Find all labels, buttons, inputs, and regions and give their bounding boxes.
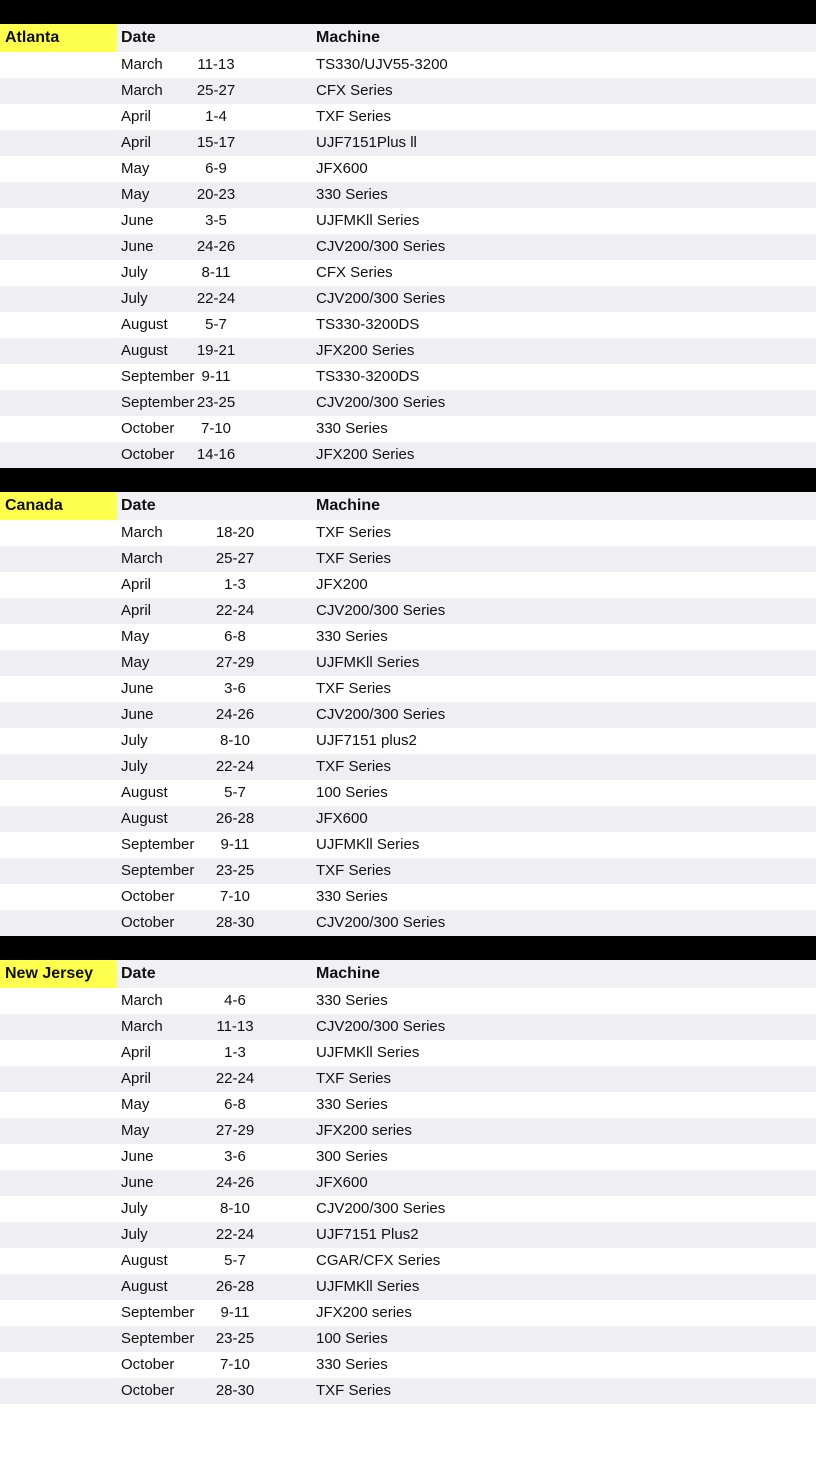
- machine-cell: TXF Series: [316, 1070, 392, 1087]
- table-row: [0, 546, 816, 572]
- month-cell: August: [121, 1278, 168, 1295]
- table-row: [0, 52, 816, 78]
- machine-cell: UJFMKll Series: [316, 212, 420, 229]
- days-cell: 6-9: [205, 160, 227, 177]
- days-cell: 22-24: [215, 758, 255, 775]
- days-cell: 19-21: [196, 342, 236, 359]
- month-cell: May: [121, 160, 150, 177]
- table-row: [0, 1144, 816, 1170]
- month-cell: June: [121, 238, 154, 255]
- location-label: Atlanta: [0, 24, 117, 52]
- machine-cell: CJV200/300 Series: [316, 1200, 446, 1217]
- machine-cell: TXF Series: [316, 550, 392, 567]
- machine-cell: 330 Series: [316, 1356, 388, 1373]
- table-row: [0, 1014, 816, 1040]
- days-cell: 26-28: [215, 810, 255, 827]
- month-cell: June: [121, 706, 154, 723]
- date-column-header: Date: [121, 29, 156, 46]
- table-row: [0, 832, 816, 858]
- machine-cell: TS330-3200DS: [316, 368, 420, 385]
- table-row: [0, 1352, 816, 1378]
- table-row: [0, 416, 816, 442]
- table-row: [0, 1092, 816, 1118]
- machine-cell: JFX200: [316, 576, 368, 593]
- table-row: [0, 598, 816, 624]
- days-cell: 8-10: [219, 732, 251, 749]
- days-cell: 7-10: [219, 888, 251, 905]
- section-header: [0, 24, 816, 52]
- table-row: [0, 910, 816, 936]
- machine-cell: TS330/UJV55-3200: [316, 56, 448, 73]
- machine-cell: JFX600: [316, 1174, 368, 1191]
- month-cell: July: [121, 290, 148, 307]
- month-cell: September: [121, 862, 195, 879]
- month-cell: September: [121, 394, 195, 411]
- month-cell: July: [121, 1226, 148, 1243]
- table-row: [0, 988, 816, 1014]
- machine-cell: TXF Series: [316, 108, 392, 125]
- days-cell: 23-25: [215, 862, 255, 879]
- month-cell: April: [121, 1044, 152, 1061]
- month-cell: September: [121, 1330, 195, 1347]
- month-cell: October: [121, 1356, 175, 1373]
- days-cell: 3-6: [224, 680, 246, 697]
- month-cell: October: [121, 1382, 175, 1399]
- month-cell: July: [121, 732, 148, 749]
- month-cell: April: [121, 108, 152, 125]
- machine-cell: 330 Series: [316, 1096, 388, 1113]
- days-cell: 27-29: [215, 654, 255, 671]
- days-cell: 7-10: [200, 420, 232, 437]
- table-row: [0, 234, 816, 260]
- days-cell: 26-28: [215, 1278, 255, 1295]
- days-cell: 5-7: [205, 316, 227, 333]
- table-row: [0, 1196, 816, 1222]
- table-row: [0, 754, 816, 780]
- table-row: [0, 104, 816, 130]
- month-cell: August: [121, 342, 168, 359]
- machine-column-header: Machine: [316, 29, 381, 46]
- table-row: [0, 676, 816, 702]
- days-cell: 1-3: [224, 576, 246, 593]
- table-row: [0, 208, 816, 234]
- table-row: [0, 1378, 816, 1404]
- table-row: [0, 1066, 816, 1092]
- days-cell: 22-24: [196, 290, 236, 307]
- machine-cell: JFX200 series: [316, 1122, 412, 1139]
- month-cell: May: [121, 654, 150, 671]
- machine-cell: UJFMKll Series: [316, 1278, 420, 1295]
- section-header: [0, 492, 816, 520]
- table-row: [0, 572, 816, 598]
- table-row: [0, 182, 816, 208]
- days-cell: 9-11: [220, 1304, 250, 1321]
- machine-cell: TXF Series: [316, 758, 392, 775]
- month-cell: September: [121, 368, 195, 385]
- table-row: [0, 858, 816, 884]
- date-column-header: Date: [121, 965, 156, 982]
- days-cell: 23-25: [215, 1330, 255, 1347]
- table-row: [0, 1300, 816, 1326]
- table-row: [0, 1248, 816, 1274]
- days-cell: 9-11: [220, 836, 250, 853]
- table-row: [0, 1274, 816, 1300]
- machine-cell: TXF Series: [316, 1382, 392, 1399]
- machine-column-header: Machine: [316, 497, 381, 514]
- month-cell: October: [121, 420, 175, 437]
- machine-cell: TXF Series: [316, 524, 392, 541]
- machine-cell: 100 Series: [316, 1330, 388, 1347]
- machine-cell: JFX200 Series: [316, 342, 415, 359]
- days-cell: 15-17: [196, 134, 236, 151]
- month-cell: March: [121, 1018, 163, 1035]
- days-cell: 11-13: [197, 56, 235, 73]
- machine-cell: 330 Series: [316, 888, 388, 905]
- location-label: Canada: [0, 492, 117, 520]
- month-cell: March: [121, 550, 163, 567]
- days-cell: 8-10: [219, 1200, 251, 1217]
- month-cell: August: [121, 784, 168, 801]
- days-cell: 25-27: [215, 550, 255, 567]
- machine-cell: UJFMKll Series: [316, 1044, 420, 1061]
- machine-cell: 300 Series: [316, 1148, 388, 1165]
- machine-cell: CGAR/CFX Series: [316, 1252, 441, 1269]
- table-row: [0, 624, 816, 650]
- machine-cell: 100 Series: [316, 784, 388, 801]
- machine-cell: UJF7151 Plus2: [316, 1226, 419, 1243]
- section-divider: [0, 936, 816, 960]
- days-cell: 6-8: [224, 628, 246, 645]
- table-row: [0, 806, 816, 832]
- location-label: New Jersey: [0, 960, 117, 988]
- days-cell: 5-7: [224, 784, 246, 801]
- table-row: [0, 338, 816, 364]
- machine-column-header: Machine: [316, 965, 381, 982]
- days-cell: 9-11: [201, 368, 231, 385]
- machine-cell: CJV200/300 Series: [316, 1018, 446, 1035]
- days-cell: 22-24: [215, 1226, 255, 1243]
- table-row: [0, 364, 816, 390]
- table-row: [0, 780, 816, 806]
- table-row: [0, 1222, 816, 1248]
- machine-cell: CFX Series: [316, 82, 393, 99]
- month-cell: March: [121, 992, 163, 1009]
- days-cell: 24-26: [215, 1174, 255, 1191]
- table-row: [0, 520, 816, 546]
- month-cell: August: [121, 1252, 168, 1269]
- days-cell: 5-7: [224, 1252, 246, 1269]
- days-cell: 1-3: [224, 1044, 246, 1061]
- month-cell: May: [121, 186, 150, 203]
- month-cell: June: [121, 212, 154, 229]
- month-cell: August: [121, 810, 168, 827]
- table-row: [0, 156, 816, 182]
- machine-cell: 330 Series: [316, 420, 388, 437]
- machine-cell: JFX600: [316, 160, 368, 177]
- month-cell: September: [121, 1304, 195, 1321]
- machine-cell: CFX Series: [316, 264, 393, 281]
- days-cell: 7-10: [219, 1356, 251, 1373]
- section-divider: [0, 468, 816, 492]
- machine-cell: 330 Series: [316, 186, 388, 203]
- table-row: [0, 884, 816, 910]
- table-row: [0, 702, 816, 728]
- machine-cell: JFX200 series: [316, 1304, 412, 1321]
- month-cell: May: [121, 628, 150, 645]
- month-cell: March: [121, 82, 163, 99]
- table-row: [0, 442, 816, 468]
- machine-cell: CJV200/300 Series: [316, 602, 446, 619]
- machine-cell: CJV200/300 Series: [316, 706, 446, 723]
- section-divider: [0, 0, 816, 24]
- days-cell: 22-24: [215, 602, 255, 619]
- month-cell: July: [121, 1200, 148, 1217]
- machine-cell: UJFMKll Series: [316, 836, 420, 853]
- table-row: [0, 260, 816, 286]
- month-cell: April: [121, 576, 152, 593]
- table-row: [0, 78, 816, 104]
- table-row: [0, 286, 816, 312]
- days-cell: 6-8: [224, 1096, 246, 1113]
- month-cell: April: [121, 134, 152, 151]
- month-cell: October: [121, 888, 175, 905]
- days-cell: 22-24: [215, 1070, 255, 1087]
- days-cell: 24-26: [215, 706, 255, 723]
- machine-cell: JFX600: [316, 810, 368, 827]
- month-cell: September: [121, 836, 195, 853]
- machine-cell: UJF7151 plus2: [316, 732, 417, 749]
- days-cell: 14-16: [196, 446, 236, 463]
- days-cell: 8-11: [201, 264, 231, 281]
- days-cell: 1-4: [205, 108, 227, 125]
- machine-cell: 330 Series: [316, 628, 388, 645]
- month-cell: April: [121, 1070, 152, 1087]
- month-cell: October: [121, 914, 175, 931]
- section-header: [0, 960, 816, 988]
- days-cell: 25-27: [196, 82, 236, 99]
- days-cell: 4-6: [224, 992, 246, 1009]
- table-row: [0, 130, 816, 156]
- month-cell: July: [121, 758, 148, 775]
- days-cell: 28-30: [215, 1382, 255, 1399]
- month-cell: August: [121, 316, 168, 333]
- machine-cell: TXF Series: [316, 680, 392, 697]
- machine-cell: TXF Series: [316, 862, 392, 879]
- days-cell: 18-20: [215, 524, 255, 541]
- days-cell: 24-26: [196, 238, 236, 255]
- days-cell: 20-23: [196, 186, 236, 203]
- days-cell: 23-25: [196, 394, 236, 411]
- machine-cell: CJV200/300 Series: [316, 394, 446, 411]
- days-cell: 28-30: [215, 914, 255, 931]
- month-cell: June: [121, 1174, 154, 1191]
- month-cell: October: [121, 446, 175, 463]
- table-row: [0, 650, 816, 676]
- days-cell: 3-5: [205, 212, 227, 229]
- month-cell: July: [121, 264, 148, 281]
- table-row: [0, 728, 816, 754]
- table-row: [0, 1326, 816, 1352]
- month-cell: March: [121, 524, 163, 541]
- table-row: [0, 312, 816, 338]
- machine-cell: CJV200/300 Series: [316, 290, 446, 307]
- date-column-header: Date: [121, 497, 156, 514]
- month-cell: June: [121, 680, 154, 697]
- machine-cell: UJF7151Plus ll: [316, 134, 417, 151]
- days-cell: 3-6: [224, 1148, 246, 1165]
- machine-cell: UJFMKll Series: [316, 654, 420, 671]
- month-cell: May: [121, 1122, 150, 1139]
- days-cell: 11-13: [216, 1018, 254, 1035]
- table-row: [0, 1040, 816, 1066]
- machine-cell: JFX200 Series: [316, 446, 415, 463]
- month-cell: May: [121, 1096, 150, 1113]
- table-row: [0, 390, 816, 416]
- month-cell: April: [121, 602, 152, 619]
- machine-cell: TS330-3200DS: [316, 316, 420, 333]
- month-cell: March: [121, 56, 163, 73]
- month-cell: June: [121, 1148, 154, 1165]
- table-row: [0, 1170, 816, 1196]
- machine-cell: CJV200/300 Series: [316, 914, 446, 931]
- machine-cell: 330 Series: [316, 992, 388, 1009]
- table-row: [0, 1118, 816, 1144]
- machine-cell: CJV200/300 Series: [316, 238, 446, 255]
- days-cell: 27-29: [215, 1122, 255, 1139]
